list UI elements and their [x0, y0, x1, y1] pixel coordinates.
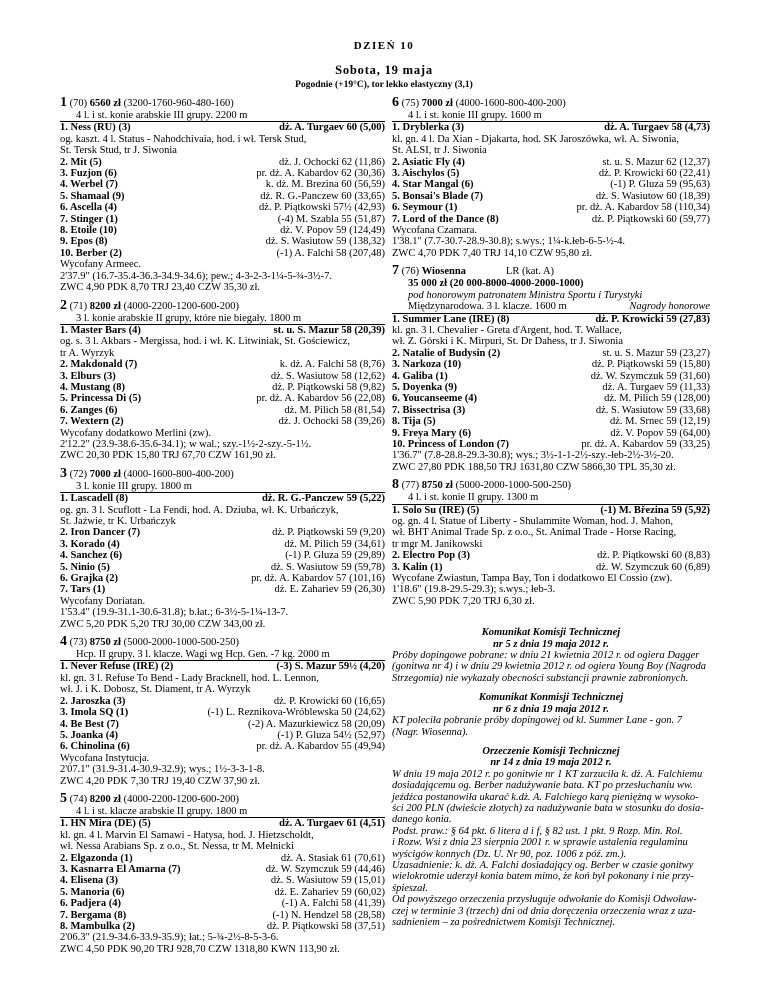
race-code: (71): [69, 300, 88, 312]
horse-name: 4. Star Mangal (6): [392, 179, 474, 191]
result-line: Wycofana Czamara.: [392, 225, 478, 237]
jockey-odds: dż. P. Piątkowski 60 (8,83): [597, 550, 710, 562]
race-code: (72): [69, 468, 88, 480]
jockey-odds: (-3) S. Mazur 59½ (4,20): [276, 661, 385, 673]
jockey-odds: dż. P. Piątkowski 58 (37,51): [266, 921, 385, 932]
result-line: ZWC 4,70 PDK 7,40 TRJ 14,10 CZW 95,80 zł.: [392, 247, 592, 259]
horse-name: 6. Youcanseeme (4): [392, 393, 478, 405]
jockey-odds: (-1) A. Falchi 58 (41,39): [281, 898, 385, 910]
horse-name: 10. Princess of London (7): [392, 438, 509, 450]
result-line: 1'18.6" (19.8-29.5-29.3); s.wys.; łeb-3.: [392, 584, 556, 596]
runner-row: [60, 898, 385, 909]
result-line: ZWC 4,90 PDK 8,70 TRJ 23,40 CZW 35,30 zł.: [60, 282, 260, 294]
jockey-odds: dż. S. Wasiutow 59 (15,01): [270, 875, 385, 887]
runner-row: [392, 168, 710, 179]
horse-name: 1. Never Refuse (IRE) (2): [60, 661, 174, 673]
notice-title: Orzeczenie Komisji Technicznej: [482, 745, 620, 757]
jockey-odds: (-1) A. Falchi 58 (207,48): [276, 247, 385, 259]
jockey-odds: dż. M. Pilich 59 (34,61): [284, 538, 385, 550]
notice-body: Próby dopingowe pobrane: w dniu 21 kwietnia 2012 r. od ogiera Dagger (gonitwa nr 4) i w dniu 29 kwietnia 2012 r. od ogiera Young Boy (Nagroda Strzegomia) nie wykazały obecności substancji prawnie zabronionych.: [392, 650, 706, 684]
jockey-odds: dż. R. G.-Panczew 59 (5,22): [261, 493, 385, 505]
horse-name: 6. Chinolina (6): [60, 741, 130, 753]
notice-subtitle: nr 5 z dnia 19 maja 2012 r.: [492, 638, 610, 650]
runner-row: [392, 191, 710, 202]
runner-row: [392, 359, 710, 370]
jockey-odds: pr. dż. A. Kabardov 57 (101,16): [251, 573, 385, 585]
race-breakdown: (4000-2200-1200-600-200): [123, 793, 240, 805]
winner-row: [60, 661, 385, 672]
jockey-odds: dż. E. Zahariev 59 (26,30): [274, 584, 385, 596]
horse-name: 5. Ninio (5): [60, 561, 110, 573]
result-line: 1'38.1" (7.7-30.7-28.9-30.8); s.wys.; 1¼-k.łeb-6-5-½-4.: [392, 236, 626, 248]
runner-row: [60, 157, 385, 168]
runner-row: [60, 864, 385, 875]
race-breakdown: (4000-1600-800-400-200): [123, 468, 234, 480]
race-prize: 7000 zł: [89, 468, 121, 480]
result-line: ZWC 4,50 PDK 90,20 TRJ 928,70 CZW 1318,80 KWN 113,90 zł.: [60, 943, 340, 955]
horse-name: 5. Doyenka (9): [392, 381, 458, 393]
owner-line: og. kaszt. 4 l. Status - Nahodchivaia, hod. i wł. Tersk Stud,: [60, 133, 307, 145]
horse-name: 3. Fuzjon (6): [60, 168, 117, 180]
notice-subtitle: nr 6 z dnia 19 maja 2012 r.: [492, 703, 610, 715]
owner-line: wł. BHT Animal Trade Sp. z o.o., St. Animal Trade - Horse Racing,: [392, 527, 677, 539]
race-code: (76): [401, 266, 420, 278]
race-condition: 3 l. konie arabskie II grupy, które nie biegały. 1800 m: [60, 313, 385, 325]
runner-row: [392, 371, 710, 382]
owner-line: St. Jaźwie, tr K. Urbańczyk: [60, 516, 176, 527]
runner-row: [392, 157, 710, 168]
race-condition: 4 l. i st. klacze arabskie II grupy. 1800 m: [60, 806, 385, 818]
notice-body: KT poleciła pobranie próby dopingowej od kl. Summer Lane - gon. 7 (Nagr. Wiosenna).: [392, 715, 682, 738]
jockey-odds: st. u. S. Mazur 59 (23,27): [602, 347, 710, 359]
horse-name: 5. Princessa Di (5): [60, 393, 142, 405]
jockey-odds: (-1) N. Hendzel 58 (28,58): [272, 909, 385, 921]
horse-name: 2. Iron Dancer (7): [60, 527, 141, 539]
runner-row: [60, 719, 385, 730]
race-block: [392, 479, 710, 607]
jockey-odds: (-1) P. Gluza 59 (95,63): [610, 179, 710, 191]
race-code: (77): [401, 480, 420, 492]
race-breakdown: (5000-2000-1000-500-250): [123, 637, 240, 649]
runner-row: [60, 382, 385, 393]
notice-title: Komunikat Komisji Technicznej: [481, 627, 621, 639]
horse-name: 6. Zanges (6): [60, 404, 118, 416]
horse-name: 7. Wextern (2): [60, 416, 124, 428]
jockey-odds: dż. A. Turgaev 59 (11,33): [602, 381, 710, 393]
race-breakdown: (4000-2200-1200-600-200): [123, 300, 240, 312]
race-header: [392, 265, 710, 278]
jockey-odds: pr. dż. A. Kabardov 59 (33,25): [581, 438, 710, 450]
runner-row: [60, 248, 385, 259]
jockey-odds: dż. P. Krowicki 60 (22,41): [598, 168, 710, 180]
runner-row: [60, 405, 385, 416]
horse-name: 3. Imola SQ (1): [60, 707, 129, 719]
race-header: [392, 479, 710, 492]
jockey-odds: dż. M. Srnec 59 (12,19): [609, 416, 710, 428]
jockey-odds: dż. P. Krowicki 59 (27,83): [595, 313, 710, 325]
horse-name: 1. HN Mira (DE) (5): [60, 818, 151, 830]
result-line: ZWC 20,30 PDK 15,80 TRJ 67,70 CZW 161,90 zł.: [60, 450, 276, 462]
runner-row: [392, 416, 710, 427]
date-heading: Sobota, 19 maja: [335, 63, 433, 77]
runner-row: [60, 359, 385, 370]
race-condition: 4 l. i st. konie III grupy. 1600 m: [392, 110, 710, 122]
runner-row: [60, 887, 385, 898]
runner-row: [60, 910, 385, 921]
jockey-odds: dż. P. Piątkowski 58 (9,82): [272, 381, 385, 393]
race-grade: LR (kat. A): [505, 266, 555, 278]
runner-row: [60, 562, 385, 573]
runner-row: [392, 202, 710, 213]
runner-row: [60, 875, 385, 886]
horse-name: 5. Joanka (4): [60, 729, 119, 741]
race-block: [392, 265, 710, 473]
runner-row: [60, 236, 385, 247]
horse-name: 1. Master Bars (4): [60, 324, 141, 336]
race-header: [60, 790, 385, 806]
race-header: [392, 97, 710, 110]
owner-line: kl. gn. 3 l. Chevalier - Greta d'Argent, hod. T. Wallace,: [392, 324, 622, 336]
jockey-odds: (-1) M. Březina 59 (5,92): [600, 504, 710, 516]
jockey-odds: (-1) P. Gluza 59 (29,89): [285, 550, 385, 562]
race-name: Wiosenna: [421, 266, 466, 278]
race-header: [60, 97, 385, 110]
horse-name: 5. Bonsai's Blade (7): [392, 190, 484, 202]
result-line: Wycofany Armeec.: [60, 259, 141, 271]
runner-row: [60, 584, 385, 595]
runner-row: [392, 428, 710, 439]
runner-row: [60, 371, 385, 382]
horse-name: 1. Ness (RU) (3): [60, 122, 131, 134]
jockey-odds: dż. E. Zahariev 59 (60,02): [274, 886, 385, 898]
jockey-odds: dż. M. Pilich 59 (128,00): [604, 393, 710, 405]
runner-row: [60, 393, 385, 404]
runner-row: [60, 741, 385, 752]
horse-name: 9. Freya Mary (6): [392, 427, 472, 439]
runner-row: [60, 168, 385, 179]
horse-name: 3. Kasnarra El Amarna (7): [60, 863, 181, 875]
horse-name: 8. Tija (5): [392, 416, 436, 428]
jockey-odds: (-1) L. Reznikova-Wróblewska 50 (24,62): [207, 707, 385, 719]
winner-row: [60, 325, 385, 336]
jockey-odds: dż. V. Popov 59 (64,00): [610, 427, 710, 439]
race-condition: pod honorowym patronatem Ministra Sportu i Turystyki: [408, 289, 643, 301]
winner-row: [392, 505, 710, 516]
horse-name: 6. Padjera (4): [60, 898, 121, 910]
jockey-odds: k. dż. M. Brezina 60 (56,59): [265, 179, 385, 191]
race-block: [60, 465, 385, 630]
race-block: [60, 790, 385, 955]
runner-row: [392, 550, 710, 561]
horse-name: 4. Elisena (3): [60, 875, 119, 887]
weather-line: Pogodnie (+19°C), tor lekko elastyczny (3,1): [295, 80, 473, 90]
race-condition: 35 000 zł (20 000-8000-4000-2000-1000): [408, 278, 584, 290]
race-number: 1: [60, 95, 67, 110]
runner-row: [392, 439, 710, 450]
runner-row: [392, 214, 710, 225]
horse-name: 7. Bergama (8): [60, 909, 127, 921]
horse-name: 6. Ascella (4): [60, 202, 117, 214]
notice-body: W dniu 19 maja 2012 r. po gonitwie nr 1 KT zarzuciła k. dż. A. Falchiemu dosiadającemu og. Berber nadużywanie bata. KT po przesłuchaniu ww. jeźdźca postanowiła ukarać k.dż. A. Falchiego karą pieniężną w wysoko- ści 200 PLN (dwieście złotych) za nadużywanie bata w stosunku do dosia- danego konia. Podst. praw.: § 64 pkt. 6 litera d i f, § 82 ust. 1 pkt. 9 Rozp. Min. Rol. i Rozw. Wsi z dnia 23 sierpnia 2001 r. w sprawie ustalenia regulaminu wyścigów konnych (Dz. U. Nr 90, poz. 1006 z póź. zm.). Uzasadnienie: k. dż. A. Falchi dosiadający og. Berber w czasie gonitwy wielokrotnie uderzył konia batem mimo, że koń był pokonany i nie przy- śpieszał. Od powyższego orzeczenia przysługuje odwołanie do Komisji Odwoław- czej w terminie 3 (trzech) dni od dnia doręczenia orzeczenia wraz z uza- sadnieniem – za pośrednictwem Komisji Technicznej.: [392, 768, 704, 928]
day-heading: DZIEŃ 10: [353, 40, 415, 52]
runner-row: [392, 179, 710, 190]
jockey-odds: pr. dż. A. Kabardov 55 (49,94): [256, 741, 385, 753]
result-line: 2'06.3" (21.9-34.6-33.9-35.9); łat.; 5-¾-2½-8-5-3-6.: [60, 932, 279, 944]
horse-name: 1. Summer Lane (IRE) (8): [392, 313, 510, 325]
race-prize: 8750 zł: [421, 480, 453, 492]
jockey-odds: dż. R. G.-Panczew 60 (33,65): [260, 190, 385, 202]
horse-name: 3. Elburs (3): [60, 370, 116, 382]
winner-row: [60, 122, 385, 133]
runner-row: [60, 573, 385, 584]
jockey-odds: dż. A. Turgaev 61 (4,51): [279, 818, 385, 830]
jockey-odds: dż. W. Szymczuk 59 (31,60): [590, 370, 710, 382]
horse-name: 8. Mambulka (2): [60, 921, 135, 932]
race-breakdown: (4000-1600-800-400-200): [455, 98, 566, 109]
horse-name: 4. Be Best (7): [60, 718, 119, 730]
jockey-odds: (-1) P. Gluza 54½ (52,97): [277, 729, 385, 741]
horse-name: 3. Narkoza (10): [392, 359, 462, 371]
race-prize: 6560 zł: [89, 98, 121, 109]
runner-row: [60, 707, 385, 718]
race-code: (75): [401, 98, 420, 109]
winner-row: [60, 493, 385, 504]
jockey-odds: k. dż. A. Falchi 58 (8,76): [279, 359, 385, 371]
horse-name: 4. Sanchez (6): [60, 550, 123, 562]
horse-name: 4. Mustang (8): [60, 381, 126, 393]
owner-line: kl. gn. 4 l. Marvin El Samawi - Hatysa, hod. J. Hietzscholdt,: [60, 829, 314, 841]
horse-name: 7. Bissectrisa (3): [392, 404, 466, 416]
horse-name: 2. Electro Pop (3): [392, 550, 470, 562]
result-line: 1'53.4" (19.9-31.1-30.6-31.8); b.łat.; 6-3½-5-1¼-13-7.: [60, 607, 289, 619]
jockey-odds: pr. dż. A. Kabardov 56 (22,08): [256, 393, 385, 405]
runner-row: [60, 179, 385, 190]
race-number: 2: [60, 297, 67, 313]
runner-row: [392, 405, 710, 416]
result-line: 2'12.2" (23.9-38.6-35.6-34.1); w wal.; szy.-1½-2-szy.-5-1½.: [60, 438, 312, 450]
result-line: ZWC 27,80 PDK 188,50 TRJ 1631,80 CZW 5866,30 TPL 35,30 zł.: [392, 461, 676, 473]
honorary-prize: Nagrody honorowe: [629, 301, 710, 313]
jockey-odds: dż. S. Wasiutow 59 (33,68): [595, 404, 710, 416]
owner-line: kl. gn. 4 l. Da Xian - Djakarta, hod. SK Jaroszówka, wł. A. Siwonia,: [392, 133, 679, 145]
jockey-odds: dż. J. Ochocki 58 (39,26): [278, 416, 385, 428]
race-prize: 7000 zł: [421, 98, 453, 109]
race-number: 7: [392, 263, 399, 279]
condition-text: Międzynarodowa. 3 l. klacze. 1600 m: [408, 301, 567, 313]
result-line: Wycofane Zwiastun, Tampa Bay, Ton i dodatkowo El Cossio (zw).: [392, 573, 673, 585]
race-number: 5: [60, 790, 67, 806]
race-header: [60, 636, 385, 649]
jockey-odds: dż. W. Szymczuk 60 (6,89): [595, 561, 710, 573]
race-block: [392, 97, 710, 259]
result-line: Wycofany Doriatan.: [60, 595, 146, 607]
horse-name: 2. Jaroszka (3): [60, 695, 126, 707]
race-condition: [392, 301, 710, 313]
jockey-odds: dż. S. Wasiutow 58 (12,62): [270, 370, 385, 382]
jockey-odds: dż. S. Wasiutow 59 (138,32): [265, 236, 385, 248]
jockey-odds: (-4) M. Szabla 55 (51,87): [277, 213, 385, 225]
notice-subtitle: nr 14 z dnia 19 maja 2012 r.: [490, 757, 612, 769]
horse-name: 3. Aischylos (5): [392, 168, 460, 180]
jockey-odds: dż. M. Pilich 58 (81,54): [284, 404, 385, 416]
race-prize: 8200 zł: [89, 300, 121, 312]
owner-line: wł. Nessa Arabians Sp. z o.o., St. Nessa, tr M. Mełnicki: [60, 841, 294, 853]
result-line: ZWC 5,20 PDK 5,20 TRJ 30,00 CZW 343,00 zł.: [60, 618, 266, 630]
horse-name: 7. Tars (1): [60, 584, 106, 596]
race-prize: 8200 zł: [89, 793, 121, 805]
runner-row: [60, 550, 385, 561]
race-condition: 3 l. konie III grupy. 1800 m: [60, 481, 385, 493]
race-breakdown: (5000-2000-1000-500-250): [455, 480, 572, 492]
jockey-odds: st. u. S. Mazur 62 (12,37): [602, 156, 710, 168]
runner-row: [60, 202, 385, 213]
horse-name: 5. Shamaal (9): [60, 190, 125, 202]
runner-row: [60, 696, 385, 707]
horse-name: 8. Etoile (10): [60, 225, 117, 237]
jockey-odds: dż. S. Wasiutow 60 (18,39): [595, 190, 710, 202]
jockey-odds: dż. A. Stasiak 61 (70,61): [280, 852, 385, 864]
owner-line: wł. Z. Górski i K. Mirpuri, St. Dr Dahess, tr J. Siwonia: [392, 336, 623, 348]
race-number: 6: [392, 95, 399, 110]
race-number: 8: [392, 477, 399, 493]
race-block: [60, 97, 385, 294]
horse-name: 1. Dryblerka (3): [392, 122, 465, 134]
result-line: 2'37.9" (16.7-35.4-36.3-34.9-34.6); pew.; 4-3-2-3-1¼-5-¾-3½-7.: [60, 270, 333, 282]
race-condition: 4 l. i st. konie II grupy. 1300 m: [392, 492, 710, 504]
race-header: [60, 297, 385, 313]
horse-name: 10. Berber (2): [60, 247, 122, 259]
winner-row: [392, 314, 710, 325]
race-code: (74): [69, 793, 88, 805]
race-block: [60, 297, 385, 462]
commission-notices: [392, 627, 710, 928]
result-line: Wycofana Instytucja.: [60, 752, 150, 764]
result-line: ZWC 4,20 PDK 7,30 TRJ 19,40 CZW 37,90 zł.: [60, 775, 260, 787]
horse-name: 9. Epos (8): [60, 236, 108, 248]
jockey-odds: dż. A. Turgaev 60 (5,00): [279, 122, 385, 134]
jockey-odds: dż. J. Ochocki 62 (11,86): [278, 156, 385, 168]
jockey-odds: pr. dż. A. Kabardov 62 (30,36): [256, 168, 385, 180]
jockey-odds: dż. V. Popov 59 (124,49): [280, 225, 385, 237]
runner-row: [60, 191, 385, 202]
runner-row: [60, 416, 385, 427]
race-condition: 4 l. i st. konie arabskie III grupy. 2200 m: [60, 110, 385, 122]
race-prize: 8750 zł: [89, 637, 121, 649]
race-number: 3: [60, 465, 67, 481]
runner-row: [392, 348, 710, 359]
notice-title: Komunikat Konmisji Technicznej: [478, 692, 624, 704]
jockey-odds: dż. P. Piątkowski 59 (15,80): [591, 359, 710, 371]
right-column: [392, 97, 710, 936]
jockey-odds: dż. P. Piątkowski 60 (59,77): [591, 213, 710, 225]
horse-name: 5. Manoria (6): [60, 886, 125, 898]
runner-row: [60, 921, 385, 932]
runner-row: [60, 730, 385, 741]
jockey-odds: dż. P. Piątkowski 59 (9,20): [272, 527, 385, 539]
race-header: [60, 465, 385, 481]
jockey-odds: dż. W. Szymczuk 59 (44,46): [265, 863, 385, 875]
horse-name: 2. Asiatic Fly (4): [392, 156, 465, 168]
horse-name: 6. Seymour (1): [392, 202, 458, 214]
result-line: Wycofany dodatkowo Merlini (zw).: [60, 427, 211, 439]
runner-row: [60, 225, 385, 236]
owner-line: og. gn. 4 l. Statue of Liberty - Shulammite Woman, hod. J. Mahon,: [392, 516, 673, 527]
owner-line: tr A. Wyrzyk: [60, 347, 115, 359]
runner-row: [60, 853, 385, 864]
horse-name: 3. Korado (4): [60, 538, 120, 550]
race-number: 4: [60, 634, 67, 650]
owner-line: St. ALSI, tr J. Siwonia: [392, 145, 487, 157]
race-block: [60, 636, 385, 787]
owner-line: St. Tersk Stud, tr J. Siwonia: [60, 145, 177, 157]
runner-row: [392, 562, 710, 573]
jockey-odds: dż. P. Krowicki 60 (16,65): [273, 695, 385, 707]
owner-line: tr mgr M. Janikowski: [392, 538, 483, 550]
horse-name: 2. Mit (5): [60, 156, 102, 168]
jockey-odds: dż. P. Piątkowski 57½ (42,93): [259, 202, 385, 214]
horse-name: 6. Grajka (2): [60, 573, 119, 585]
horse-name: 4. Werbel (7): [60, 179, 118, 191]
horse-name: 4. Galiba (1): [392, 370, 448, 382]
horse-name: 3. Kalin (1): [392, 561, 443, 573]
horse-name: 1. Lascadell (8): [60, 493, 128, 505]
owner-line: og. gn. 3 l. Scuflott - La Fendi, hod. A. Dziuba, wł. K. Urbańczyk,: [60, 504, 339, 516]
jockey-odds: dż. S. Wasiutow 59 (59,78): [270, 561, 385, 573]
horse-name: 2. Elgazonda (1): [60, 852, 133, 864]
horse-name: 2. Natalie of Budysin (2): [392, 347, 501, 359]
race-breakdown: (3200-1760-960-480-160): [123, 98, 234, 109]
result-line: ZWC 5,90 PDK 7,20 TRJ 6,30 zł.: [392, 595, 535, 607]
jockey-odds: (-2) A. Mazurkiewicz 58 (20,09): [247, 718, 385, 730]
owner-line: og. s. 3 l. Akbars - Mergissa, hod. i wł. K. Litwiniak, St. Gościewicz,: [60, 336, 350, 348]
winner-row: [392, 122, 710, 133]
horse-name: 1. Solo Su (IRE) (5): [392, 504, 480, 516]
left-column: [60, 97, 385, 961]
horse-name: 7. Lord of the Dance (8): [392, 213, 499, 225]
horse-name: 2. Makdonald (7): [60, 359, 138, 371]
jockey-odds: dż. A. Turgaev 58 (4,73): [604, 122, 710, 134]
runner-row: [60, 539, 385, 550]
runner-row: [392, 393, 710, 404]
jockey-odds: pr. dż. A. Kabardov 58 (110,34): [576, 202, 710, 214]
race-code: (73): [69, 637, 88, 649]
race-code: (70): [69, 98, 88, 109]
result-line: 1'36.7" (7.8-28.8-29.3-30.8); wys.; 3½-1-1-2½-szy.-łeb-2½-3½-20.: [392, 450, 674, 462]
owner-line: kl. gn. 3 l. Refuse To Bend - Lady Bracknell, hod. L. Lennon,: [60, 672, 319, 684]
horse-name: 7. Stinger (1): [60, 213, 118, 225]
result-line: 2'07.1" (31.9-31.4-30.9-32.9); wys.; 1½-3-3-1-8.: [60, 764, 265, 776]
winner-row: [60, 818, 385, 829]
runner-row: [392, 382, 710, 393]
race-condition: Hcp. II grupy. 3 l. klacze. Wagi wg Hcp. Gen. -7 kg. 2000 m: [60, 649, 385, 661]
jockey-odds: st. u. S. Mazur 58 (20,39): [273, 324, 385, 336]
runner-row: [60, 214, 385, 225]
runner-row: [60, 527, 385, 538]
owner-line: wł. J. i K. Dobosz, St. Diament, tr A. Wyrzyk: [60, 684, 251, 696]
